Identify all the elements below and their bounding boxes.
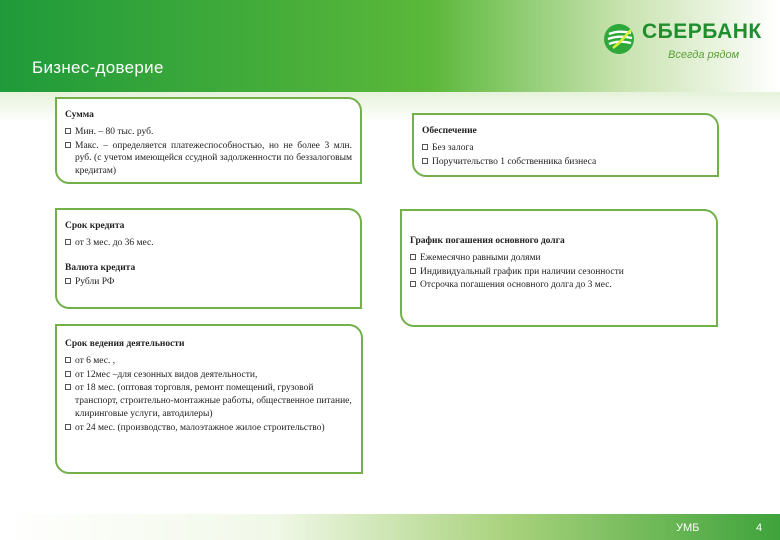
checkbox-bullet-icon [65, 239, 71, 245]
business-age-box [55, 324, 363, 474]
amount-title: Сумма [65, 110, 94, 120]
list-item: Индивидуальный график при наличии сезонности [410, 266, 708, 279]
list-item: от 18 мес. (оптовая торговля, ремонт помещений, грузовой транспорт, строительно-монтажные работы, общественное питание, клиринговые услуги, автодилеры) [65, 382, 353, 420]
checkbox-bullet-icon [410, 281, 416, 287]
list-item: Макс. – определяется платежеспособностью, но не более 3 млн. руб. (с учетом имеющейся ссудной задолженности по беззалоговым кредитам) [65, 140, 352, 178]
list-item: Отсрочка погашения основного долга до 3 мес. [410, 279, 708, 292]
amount-box [55, 97, 362, 184]
brand-name: СБЕРБАНК [642, 20, 762, 43]
list-item: от 3 мес. до 36 мес. [65, 237, 352, 250]
footer-band [0, 514, 780, 540]
checkbox-bullet-icon [422, 144, 428, 150]
brand-slogan: Всегда рядом [668, 49, 740, 61]
checkbox-bullet-icon [65, 384, 71, 390]
collateral-box [412, 113, 719, 177]
currency-title: Валюта кредита [65, 262, 136, 273]
list-item: Без залога [422, 142, 709, 155]
checkbox-bullet-icon [65, 128, 71, 134]
page-number: 4 [756, 522, 763, 534]
checkbox-bullet-icon [410, 254, 416, 260]
term-title: Срок кредита [65, 221, 125, 231]
checkbox-bullet-icon [410, 268, 416, 274]
term-box [55, 208, 362, 309]
sberbank-logo [602, 18, 772, 68]
checkbox-bullet-icon [65, 371, 71, 377]
list-item: от 6 мес. , [65, 355, 353, 368]
checkbox-bullet-icon [65, 424, 71, 430]
schedule-title: График погашения основного долга [410, 236, 565, 246]
checkbox-bullet-icon [422, 158, 428, 164]
list-item: Мин. – 80 тыс. руб. [65, 126, 352, 139]
checkbox-bullet-icon [65, 278, 71, 284]
slide-title: Бизнес-доверие [32, 58, 164, 77]
schedule-box [400, 209, 718, 327]
checkbox-bullet-icon [65, 142, 71, 148]
list-item: Ежемесячно равными долями [410, 252, 708, 265]
collateral-title: Обеспечение [422, 126, 477, 136]
list-item: Поручительство 1 собственника бизнеса [422, 156, 709, 169]
footer-unit-label: УМБ [676, 522, 700, 534]
list-item: от 24 мес. (производство, малоэтажное жилое строительство) [65, 422, 353, 435]
checkbox-bullet-icon [65, 357, 71, 363]
list-item: от 12мес –для сезонных видов деятельности, [65, 369, 353, 382]
business-age-title: Срок ведения деятельности [65, 339, 185, 349]
sberbank-logo-icon [602, 22, 636, 56]
list-item: Рубли РФ [65, 276, 352, 289]
